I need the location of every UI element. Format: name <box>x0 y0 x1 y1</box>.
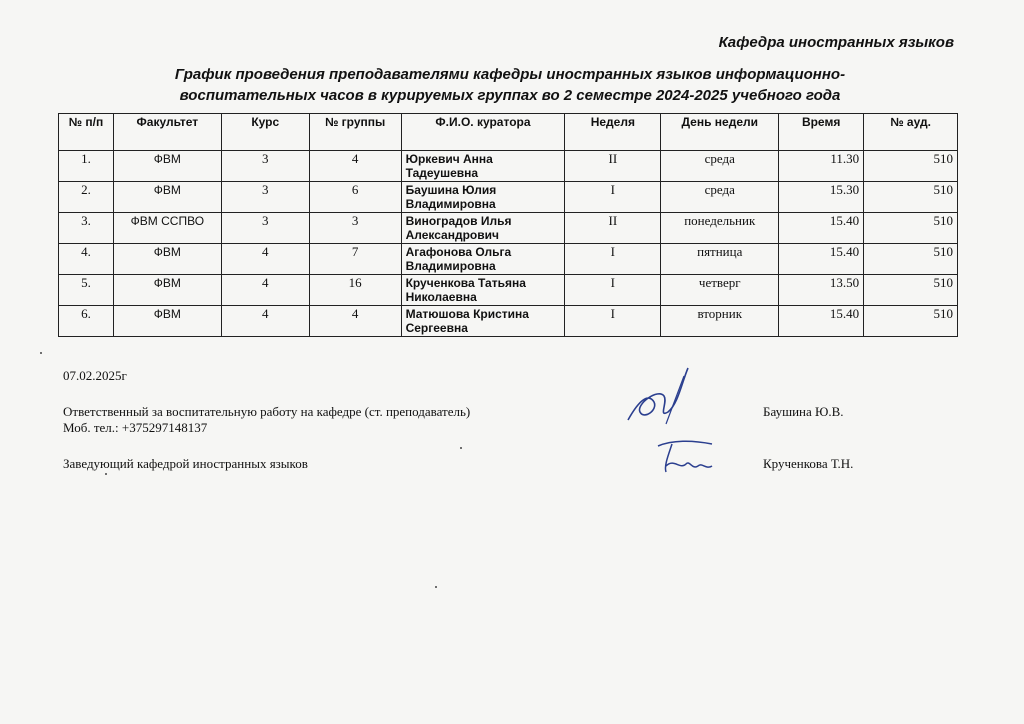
cell-curator: Баушина Юлия Владимировна <box>401 182 565 213</box>
cell-day: понедельник <box>661 213 779 244</box>
cell-time: 15.30 <box>779 182 864 213</box>
table-row <box>59 213 958 244</box>
phone-number: Моб. тел.: +375297148137 <box>63 420 208 435</box>
cell-week: II <box>565 213 661 244</box>
cell-room: 510 <box>864 151 958 182</box>
table-row <box>59 182 958 213</box>
title-line-2: воспитательных часов в курируемых группах во 2 семестре 2024-2025 учебного года <box>179 87 841 104</box>
cell-day: среда <box>661 182 779 213</box>
cell-num: 3. <box>59 213 114 244</box>
header-curator: Ф.И.О. куратора <box>401 114 565 151</box>
header-group: № группы <box>309 114 401 151</box>
scan-speck <box>460 447 462 449</box>
cell-curator: Матюшова Кристина Сергеевна <box>401 306 565 337</box>
cell-group: 7 <box>309 244 401 275</box>
table-row <box>59 275 958 306</box>
cell-faculty: ФВМ <box>113 182 221 213</box>
cell-curator: Юркевич Анна Тадеушевна <box>401 151 565 182</box>
cell-day: среда <box>661 151 779 182</box>
cell-faculty: ФВМ <box>113 244 221 275</box>
table-row <box>59 151 958 182</box>
signature-head-icon <box>652 436 722 478</box>
responsible-name: Баушина Ю.В. <box>763 404 844 419</box>
cell-course: 3 <box>221 151 309 182</box>
cell-week: I <box>565 306 661 337</box>
head-name: Крученкова Т.Н. <box>763 456 854 471</box>
cell-faculty: ФВМ <box>113 151 221 182</box>
department-name: Кафедра иностранных языков <box>718 34 954 51</box>
cell-day: четверг <box>661 275 779 306</box>
cell-course: 3 <box>221 213 309 244</box>
cell-num: 4. <box>59 244 114 275</box>
header-time: Время <box>779 114 864 151</box>
cell-course: 4 <box>221 275 309 306</box>
header-day: День недели <box>661 114 779 151</box>
cell-faculty: ФВМ <box>113 306 221 337</box>
header-course: Курс <box>221 114 309 151</box>
head-label: Заведующий кафедрой иностранных языков <box>63 456 308 471</box>
cell-course: 4 <box>221 306 309 337</box>
cell-time: 11.30 <box>779 151 864 182</box>
cell-room: 510 <box>864 275 958 306</box>
cell-week: I <box>565 244 661 275</box>
signature-responsible-icon <box>618 362 698 434</box>
cell-course: 3 <box>221 182 309 213</box>
cell-faculty: ФВМ <box>113 275 221 306</box>
table-header-row <box>59 114 958 151</box>
cell-day: пятница <box>661 244 779 275</box>
table-row <box>59 244 958 275</box>
cell-course: 4 <box>221 244 309 275</box>
cell-room: 510 <box>864 213 958 244</box>
cell-room: 510 <box>864 306 958 337</box>
scan-speck <box>435 586 437 588</box>
cell-num: 6. <box>59 306 114 337</box>
scan-speck <box>105 473 107 475</box>
header-faculty: Факультет <box>113 114 221 151</box>
cell-num: 5. <box>59 275 114 306</box>
cell-num: 2. <box>59 182 114 213</box>
cell-curator: Агафонова Ольга Владимировна <box>401 244 565 275</box>
document-date: 07.02.2025г <box>63 368 127 383</box>
cell-faculty: ФВМ ССПВО <box>113 213 221 244</box>
cell-group: 6 <box>309 182 401 213</box>
title-line-1: График проведения преподавателями кафедры иностранных языков информационно- <box>174 66 846 83</box>
cell-num: 1. <box>59 151 114 182</box>
cell-week: I <box>565 275 661 306</box>
header-week: Неделя <box>565 114 661 151</box>
document-title <box>100 64 920 106</box>
cell-time: 15.40 <box>779 213 864 244</box>
cell-day: вторник <box>661 306 779 337</box>
cell-time: 13.50 <box>779 275 864 306</box>
header-num: № п/п <box>59 114 114 151</box>
responsible-label: Ответственный за воспитательную работу на кафедре (ст. преподаватель) <box>63 404 471 419</box>
cell-week: I <box>565 182 661 213</box>
cell-time: 15.40 <box>779 306 864 337</box>
cell-week: II <box>565 151 661 182</box>
schedule-table <box>58 113 958 337</box>
cell-room: 510 <box>864 244 958 275</box>
cell-group: 3 <box>309 213 401 244</box>
scan-speck <box>40 352 42 354</box>
cell-group: 4 <box>309 306 401 337</box>
cell-group: 16 <box>309 275 401 306</box>
cell-room: 510 <box>864 182 958 213</box>
cell-group: 4 <box>309 151 401 182</box>
cell-time: 15.40 <box>779 244 864 275</box>
cell-curator: Виноградов Илья Александрович <box>401 213 565 244</box>
table-row <box>59 306 958 337</box>
cell-curator: Крученкова Татьяна Николаевна <box>401 275 565 306</box>
header-room: № ауд. <box>864 114 958 151</box>
